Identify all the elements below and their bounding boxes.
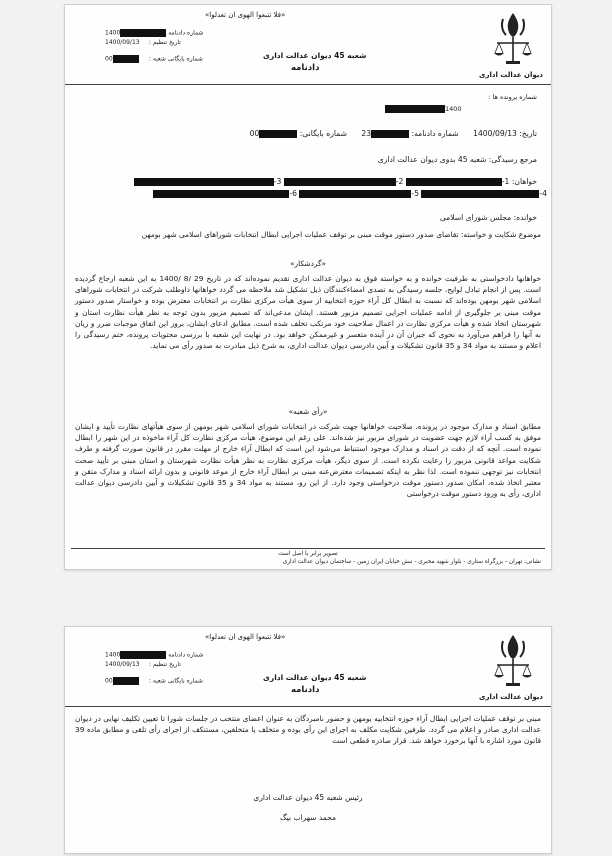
verdict-heading: «رأی شعبه» bbox=[288, 407, 328, 416]
redaction bbox=[153, 190, 289, 198]
meta-label: شماره بایگانی شعبه : bbox=[148, 55, 203, 63]
procedure-text: خواهانها دادخواستی به طرفیت خوانده و به خواسته فوق به دیوان عدالت اداری تقدیم نموده‌اند که در تاریخ 29 /8 /1400 به این شعبه ارجاع گردیده است. پس از انجام تبادل لوایح، جلسه رسیدگی به تصدی امضاءکنندگان ذیل تشکیل شد ملاحظه می گردد خواهانها داوطلب شرکت در انتخابات شوراهای اسلامی شهر بومهن بوده‌اند که نسبت به ابطال کل آراء حوزه انتخابیه از سوی هیأت مرکزی نظارت بر انتخابات معترض بوده و خواستار صدور دستور موقت مبنی بر جلوگیری از ادامه عملیات اجرایی تصمیم مزبور هستند. ایشان مدعی‌اند که تصمیم مزبور بدون توجه به نظر هیأت نظارت استان و شهرستان اتخاذ شده و هیأت مرکزی نظارت در اعمال صلاحیت خود مرتکب تخلف شده است. مطابق ادعای ایشان، بروز این اتفاق موجبات ضرر و زیان به آنها را فراهم می‌آورد به نحوی که جبران آن در آینده متعسر و غیرممکن خواهد بود. در نهایت این شعبه با بررسی محتویات پرونده، ختم رسیدگی را اعلام و مستند به مواد 34 و 35 قانون تشکیلات و آیین دادرسی دیوان عدالت اداری، به شرح ذیل مبادرت به صدور رأی می نماید. bbox=[75, 274, 542, 351]
plaintiffs-label: خواهان: bbox=[511, 177, 537, 186]
signature-name: محمد سهراب بیگ bbox=[280, 813, 336, 822]
info-archive-label: شماره بایگانی: bbox=[299, 129, 347, 138]
meta-value: 1400 bbox=[105, 29, 121, 37]
footer-address: نشانی: تهران - بزرگراه ستاری - بلوار شهید مخبری - نبش خیابان ایران زمین - ساختمان دیوان عدالت اداری bbox=[282, 559, 541, 565]
letterhead bbox=[65, 5, 551, 85]
court-name: دیوان عدالت اداری bbox=[479, 71, 543, 79]
meta-label: تاریخ تنظیم : bbox=[148, 661, 181, 668]
document-page-1 bbox=[64, 4, 552, 570]
judiciary-emblem-icon bbox=[491, 9, 535, 69]
document-page-2 bbox=[64, 626, 552, 854]
redaction bbox=[371, 130, 409, 138]
meta-label: تاریخ تنظیم : bbox=[148, 39, 181, 46]
plaintiff-number: 3- bbox=[273, 177, 282, 186]
meta-case-number bbox=[105, 29, 203, 37]
meta-label: شماره بایگانی شعبه : bbox=[148, 677, 203, 685]
plaintiffs-row-2 bbox=[153, 189, 547, 198]
redaction bbox=[421, 190, 539, 198]
verdict-text: مطابق اسناد و مدارک موجود در پرونده، صلاحیت خواهانها جهت شرکت در انتخابات شورای اسلامی شهر بومهن از سوی هیأتهای نظارت تأیید و ایشان موفق به کسب آراء لازم جهت عضویت در شورای مزبور نیز شده‌اند. علی رغم این موضوع، هیأت مرکزی نظارت کل آراء ماخوذه در این شهر را ابطال نموده است. آنچه که از دقت در اسناد و مدارک موجود استنباط می‌شود این است که ابطال آراء خارج از مهلت مقرر در قانون صورت گرفته و طرف شکایت مواعد قانونی مزبور را رعایت نکرده است. از سوی دیگر، هیأت مرکزی نظارت به نظر هیأت نظارت شهرستان و استان مبنی بر تأیید صحت انتخابات نیز توجهی ننموده است. لذا نظر به اینکه تصمیمات معترض‌عنه مبنی بر ابطال آراء خارج از موعد قانونی و بدون ارائه اسناد و مدارک متقن و معتبر اتخاذ شده، امکان صدور دستور موقت درخواستی وجود دارد. از این رو، مستند به مواد 34 و 35 قانون تشکیلات و آیین دادرسی دیوان عدالت اداری، رأی به ورود دستور موقت درخواستی bbox=[75, 422, 541, 499]
redaction bbox=[284, 178, 396, 186]
continuation-text: مبنی بر توقف عملیات اجرایی ابطال آراء حوزه انتخابیه بومهن و حضور نامبردگان به عنوان اعضای منتخب در جلسات شورا تا تعیین تکلیف نهایی در دیوان عدالت اداری صادر و اعلام می گردد. طرفین شکایت مکلف به اجرای این رأی بوده و متخلف یا متخلفین، مستنکف از اجرای رأی تلقی و مطابق ماده 39 قانون مورد اشاره با آنها برخورد خواهد شد. قرار صادره قطعی است bbox=[75, 714, 541, 746]
plaintiff-number: 5- bbox=[411, 189, 419, 198]
plaintiff-number: 4- bbox=[539, 189, 547, 198]
letterhead bbox=[65, 627, 551, 707]
subject: موضوع شکایت و خواسته: تقاضای صدور دستور موقت مبنی بر توقف عملیات اجرایی ابطال انتخابات شوراهای اسلامی شهر بومهن bbox=[141, 230, 541, 239]
redaction bbox=[120, 651, 166, 659]
branch-name: شعبه 45 دیوان عدالت اداری bbox=[263, 51, 367, 60]
defendant: خوانده: مجلس شورای اسلامی bbox=[439, 213, 537, 222]
branch-name: شعبه 45 دیوان عدالت اداری bbox=[263, 673, 367, 682]
redaction bbox=[406, 178, 502, 186]
meta-archive bbox=[105, 677, 203, 685]
court-name: دیوان عدالت اداری bbox=[479, 693, 543, 701]
signature-title: رئیس شعبه 45 دیوان عدالت اداری bbox=[253, 793, 363, 802]
procedure-heading: «گردشکار» bbox=[289, 259, 327, 268]
redaction bbox=[113, 677, 139, 685]
meta-date bbox=[105, 661, 181, 668]
info-date-value: 1400/09/13 bbox=[473, 129, 517, 138]
footer-copy-note: تصویر برابر با اصل است bbox=[278, 551, 338, 557]
meta-date bbox=[105, 39, 181, 46]
redaction bbox=[120, 29, 166, 37]
judiciary-emblem-icon bbox=[491, 631, 535, 691]
plaintiffs-row-1 bbox=[134, 177, 537, 186]
file-number bbox=[385, 105, 462, 113]
file-number-label: شماره پرونده ها : bbox=[488, 93, 537, 101]
plaintiff-number: 1- bbox=[501, 177, 510, 186]
meta-value: 1400/09/13 bbox=[105, 661, 140, 668]
meta-label: شماره دادنامه bbox=[168, 29, 204, 37]
redaction bbox=[134, 178, 274, 186]
meta-value: 1400/09/13 bbox=[105, 39, 140, 46]
motto: «فلا تتبعوا الهوی ان تعدلوا» bbox=[205, 11, 286, 19]
motto: «فلا تتبعوا الهوی ان تعدلوا» bbox=[205, 633, 286, 641]
doc-title: دادنامه bbox=[291, 685, 320, 695]
plaintiff-number: 2- bbox=[395, 177, 404, 186]
info-archive-value: 00 bbox=[249, 129, 260, 138]
doc-title: دادنامه bbox=[291, 63, 320, 73]
authority: مرجع رسیدگی: شعبه 45 بدوی دیوان عدالت اداری bbox=[377, 155, 537, 164]
meta-case-number bbox=[105, 651, 203, 659]
redaction bbox=[299, 190, 411, 198]
meta-label: شماره دادنامه bbox=[168, 651, 204, 659]
page-footer bbox=[71, 548, 545, 565]
redaction bbox=[259, 130, 297, 138]
redaction bbox=[113, 55, 139, 63]
redaction bbox=[385, 105, 445, 113]
info-decision-label: شماره دادنامه: bbox=[411, 129, 459, 138]
meta-value: 00 bbox=[105, 677, 113, 685]
file-number-value: 1400 bbox=[445, 105, 462, 113]
info-date-label: تاریخ: bbox=[519, 129, 537, 138]
meta-value: 00 bbox=[105, 55, 113, 63]
info-decision-value: 23 bbox=[361, 129, 372, 138]
info-line bbox=[250, 129, 537, 138]
meta-archive bbox=[105, 55, 203, 63]
meta-value: 1400 bbox=[105, 651, 121, 659]
plaintiff-number: 6- bbox=[289, 189, 297, 198]
